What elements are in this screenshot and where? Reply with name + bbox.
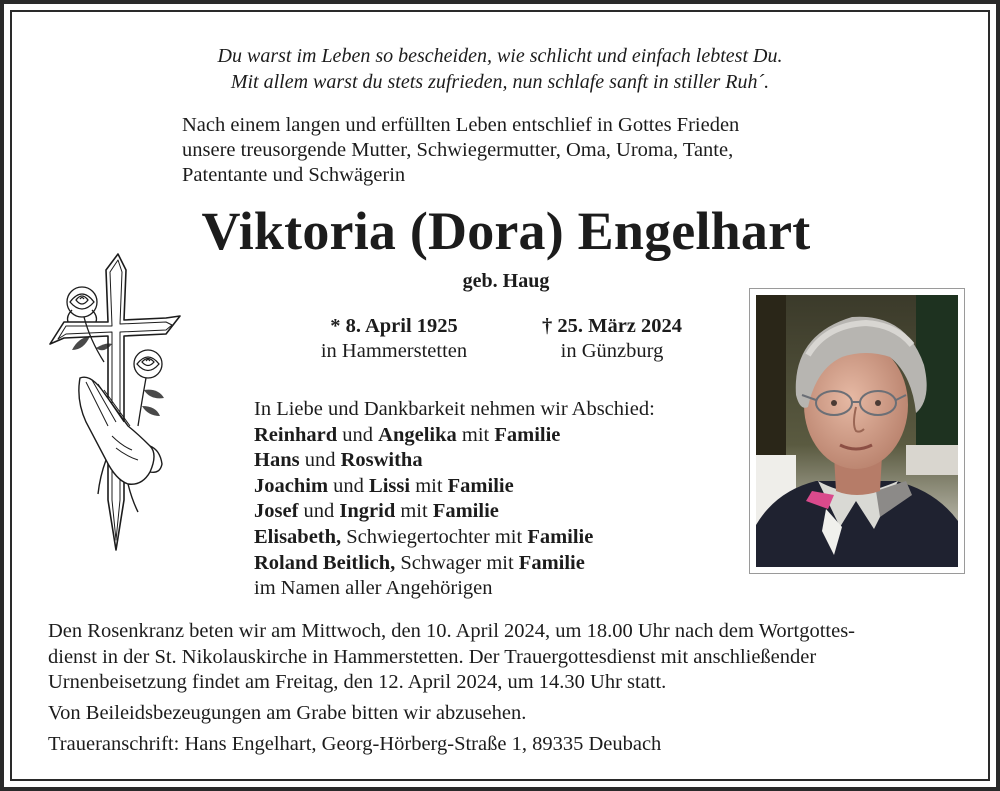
family-member: Reinhard <box>254 423 338 446</box>
family-row <box>254 525 734 551</box>
family-connector: Schwiegertochter mit <box>341 525 528 548</box>
poem-line-2: Mit allem warst du stets zufrieden, nun schlafe sanft in stiller Ruh´. <box>230 71 770 93</box>
death-date: † 25. März 2024 <box>541 315 683 337</box>
family-row <box>254 499 734 525</box>
birth-place: in Hammerstetten <box>320 340 468 362</box>
family-member: Roland Beitlich, <box>254 551 396 574</box>
family-connector: Schwager mit <box>395 551 519 574</box>
family-member: Roswitha <box>340 449 423 472</box>
family-member: Joachim <box>254 474 329 497</box>
rose-right-icon <box>134 350 162 378</box>
family-row <box>254 448 734 474</box>
family-member: Familie <box>527 525 594 548</box>
portrait-image <box>756 295 958 567</box>
family-connector: mit <box>456 423 495 446</box>
family-row <box>254 474 734 500</box>
family-member: Familie <box>494 423 561 446</box>
family-connector: und <box>299 449 341 472</box>
birth-date: * 8. April 1925 <box>330 315 458 337</box>
closing-line-3: Urnenbeisetzung findet am Freitag, den 12. April 2024, um 14.30 Uhr statt. <box>48 671 667 693</box>
family-row <box>254 551 734 577</box>
mourning-address: Traueranschrift: Hans Engelhart, Georg-Hörberg-Straße 1, 89335 Deubach <box>48 733 662 755</box>
family-connector: und <box>298 500 340 523</box>
death-info <box>520 314 704 364</box>
family-list <box>254 397 734 602</box>
family-connector: und <box>337 423 379 446</box>
family-member: Josef <box>254 500 299 523</box>
family-member: Elisabeth, <box>254 525 342 548</box>
closing-line-4: Von Beileidsbezeugungen am Grabe bitten wir abzusehen. <box>48 701 527 724</box>
family-member: Hans <box>254 449 300 472</box>
deceased-name: Viktoria (Dora) Engelhart <box>201 201 811 261</box>
family-member: Ingrid <box>339 500 396 523</box>
family-member: Familie <box>447 474 514 497</box>
cross-with-roses-and-praying-hands-icon <box>46 250 186 555</box>
intro-text <box>182 113 882 188</box>
family-member: Angelika <box>378 423 457 446</box>
family-connector: mit <box>395 500 433 523</box>
intro-line-2: unsere treusorgende Mutter, Schwiegermutter, Oma, Uroma, Tante, <box>182 139 734 161</box>
family-connector: und <box>328 474 370 497</box>
birth-info <box>304 314 484 364</box>
family-footer: im Namen aller Angehörigen <box>254 577 493 600</box>
poem <box>0 43 1000 95</box>
death-place: in Günzburg <box>560 340 664 362</box>
birth-name: geb. Haug <box>462 270 550 292</box>
family-member: Familie <box>518 551 585 574</box>
family-member: Lissi <box>369 474 411 497</box>
family-member: Familie <box>432 500 499 523</box>
closing-line-1: Den Rosenkranz beten wir am Mittwoch, den 10. April 2024, um 18.00 Uhr nach dem Wortgottes- <box>48 620 855 642</box>
family-row <box>254 423 734 449</box>
closing-line-2: dienst in der St. Nikolauskirche in Hammerstetten. Der Trauergottesdienst mit anschließender <box>48 645 817 668</box>
intro-line-3: Patentante und Schwägerin <box>182 164 406 186</box>
poem-line-1: Du warst im Leben so bescheiden, wie schlicht und einfach lebtest Du. <box>217 45 783 67</box>
rose-top-icon <box>67 287 97 322</box>
closing-text <box>48 619 968 758</box>
portrait-photo <box>749 288 965 574</box>
family-connector: mit <box>410 474 448 497</box>
family-heading: In Liebe und Dankbarkeit nehmen wir Abschied: <box>254 398 655 420</box>
intro-line-1: Nach einem langen und erfüllten Leben entschlief in Gottes Frieden <box>182 114 740 136</box>
